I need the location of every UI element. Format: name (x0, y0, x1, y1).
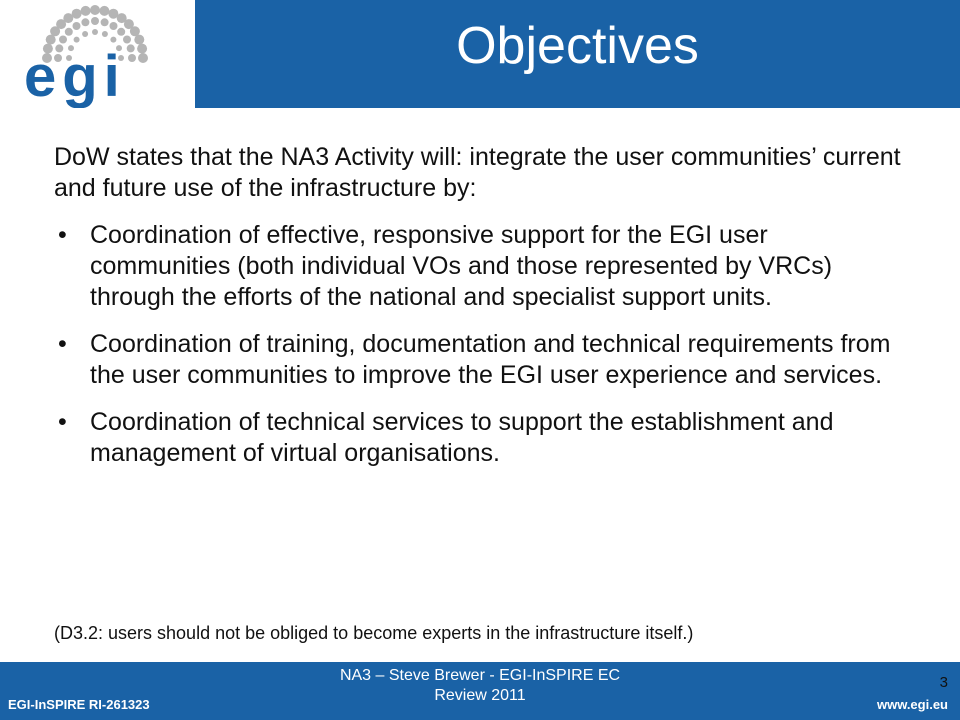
logo-dot (91, 17, 99, 25)
logo-dot (81, 6, 91, 16)
logo-dot (123, 36, 131, 44)
logo-dot (117, 28, 125, 36)
bullet-text: Coordination of training, documentation and technical requirements from the user communities to improve the EGI user experience and services. (90, 330, 891, 389)
logo-dot (127, 44, 135, 52)
slide-title: Objectives (456, 17, 699, 75)
bullet-item (54, 220, 914, 313)
logo-dot (101, 18, 109, 26)
egi-logo-icon (0, 0, 195, 108)
slide-content (54, 142, 914, 485)
bullet-list (54, 220, 914, 469)
logo-dot (102, 31, 108, 37)
logo-dot (134, 35, 144, 45)
bullet-marker: • (58, 330, 67, 358)
bullet-item (54, 407, 914, 469)
logo-dot (82, 31, 88, 37)
logo-text: egi (24, 44, 126, 108)
logo-dot (65, 28, 73, 36)
logo-dot (128, 54, 136, 62)
bullet-text: Coordination of technical services to support the establishment and management of virtual organisations. (90, 408, 834, 467)
logo-dot (90, 5, 100, 15)
logo-dot (138, 53, 148, 63)
logo-dot (92, 29, 98, 35)
bullet-text: Coordination of effective, responsive support for the EGI user communities (both individual VOs and those represented by VRCs) through the efforts of the national and specialist support units. (90, 221, 833, 311)
logo-dot (73, 22, 81, 30)
logo-dot (110, 22, 118, 30)
footnote: (D3.2: users should not be obliged to become experts in the infrastructure itself.) (54, 623, 694, 643)
logo-dot (81, 18, 89, 26)
website-link[interactable]: www.egi.eu (876, 697, 948, 712)
logo-dot (72, 9, 82, 19)
logo-dot (99, 6, 109, 16)
logo-dot (110, 37, 116, 43)
logo (0, 0, 195, 108)
logo-dot (59, 36, 67, 44)
bullet-marker: • (58, 221, 67, 249)
project-id: EGI-InSPIRE RI-261323 (8, 697, 150, 712)
intro-text: DoW states that the NA3 Activity will: integrate the user communities’ current and future use of the infrastructure by: (54, 143, 901, 202)
footer-caption (300, 666, 660, 706)
footer-caption-line: NA3 – Steve Brewer - EGI-InSPIRE EC (339, 667, 621, 684)
page-number: 3 (939, 674, 948, 691)
bullet-item (54, 329, 914, 391)
logo-dot (74, 37, 80, 43)
logo-dot (137, 44, 147, 54)
bullet-marker: • (58, 408, 67, 436)
footer-caption-line: Review 2011 (434, 687, 526, 704)
